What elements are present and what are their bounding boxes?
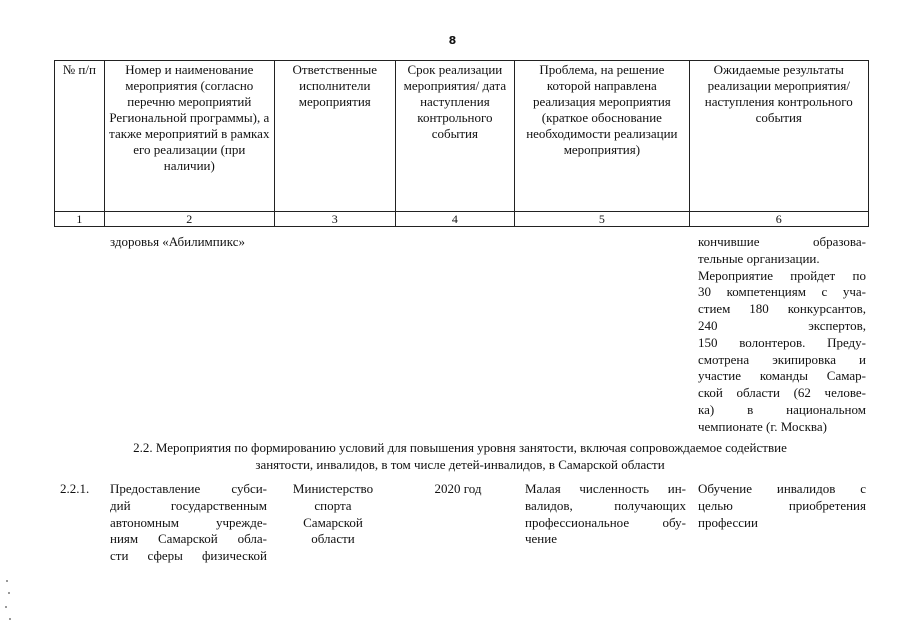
row-col4-text: 2020 год bbox=[434, 481, 482, 496]
continued-col6-line: ской области (62 челове- bbox=[698, 385, 866, 401]
table-header-row bbox=[55, 61, 869, 212]
row-col6-text bbox=[698, 481, 866, 531]
continued-col6-line: стием 180 конкурсантов, bbox=[698, 301, 866, 317]
table-header bbox=[54, 60, 869, 227]
row-col2-line: сти сферы физической bbox=[110, 548, 267, 564]
row-col3-text bbox=[275, 481, 391, 548]
page-number: 8 bbox=[448, 34, 457, 47]
col-number-4: 4 bbox=[395, 212, 515, 227]
row-col6-line: профессии bbox=[698, 514, 758, 530]
header-col-3: Ответственные исполнители мероприятия bbox=[274, 61, 395, 212]
row-col5-line: чение bbox=[525, 531, 557, 547]
col-number-6: 6 bbox=[689, 212, 868, 227]
col-number-5: 5 bbox=[515, 212, 689, 227]
row-col3-line: области bbox=[311, 531, 355, 547]
continued-col6-line: Мероприятие пройдет по bbox=[698, 267, 866, 283]
row-col3-line: Самарской bbox=[303, 514, 363, 530]
continued-col6-line: ка) в национальном bbox=[698, 401, 866, 417]
row-col3-line: Министерство bbox=[292, 481, 374, 496]
scan-specks bbox=[4, 578, 12, 628]
header-col-4: Срок реализации мероприятия/ дата наступления контрольного события bbox=[395, 61, 515, 212]
row-col2-line: автономным учрежде- bbox=[110, 514, 267, 530]
continued-col6-line: кончившие образова- bbox=[698, 234, 866, 249]
continued-col2-text: здоровья «Абилимпикс» bbox=[110, 234, 245, 249]
section-heading-2-2 bbox=[60, 439, 860, 473]
row-col5-text bbox=[525, 481, 686, 548]
row-col5-line: профессиональное обу- bbox=[525, 514, 686, 530]
row-col6-line: Обучение инвалидов с bbox=[698, 481, 866, 496]
row-col2-line: Предоставление субси- bbox=[110, 481, 267, 496]
continued-col6-line: 240 экспертов, bbox=[698, 317, 866, 333]
row-col5-line: Малая численность ин- bbox=[525, 481, 686, 496]
col-number-3: 3 bbox=[274, 212, 395, 227]
continued-col6-line: тельные организации. bbox=[698, 250, 820, 266]
row-col6-line: целью приобретения bbox=[698, 497, 866, 513]
col-number-2: 2 bbox=[104, 212, 274, 227]
section-heading-line-1: 2.2. Мероприятия по формированию условий для повышения уровня занятости, включая сопровождаемое содействие bbox=[133, 440, 787, 455]
continued-col6-line: 30 компетенциям с уча- bbox=[698, 284, 866, 300]
row-col2-line: ниям Самарской обла- bbox=[110, 531, 267, 547]
column-number-row bbox=[55, 212, 869, 227]
section-heading-line-2: занятости, инвалидов, в том числе детей-инвалидов, в Самарской области bbox=[255, 457, 665, 472]
continued-col6-line: участие команды Самар- bbox=[698, 368, 866, 384]
continued-col6-text bbox=[698, 234, 866, 436]
row-col2-text bbox=[110, 481, 267, 565]
continued-col6-line: смотрена экипировка и bbox=[698, 351, 866, 367]
row-col3-line: спорта bbox=[314, 497, 352, 513]
header-col-2: Номер и наименование мероприятия (согласно перечню мероприятий Региональной программы), а также мероприятий в рамках его реализации (при наличии) bbox=[104, 61, 274, 212]
continued-col6-line: чемпионате (г. Москва) bbox=[698, 418, 827, 434]
row-col5-line: валидов, получающих bbox=[525, 497, 686, 513]
col-number-1: 1 bbox=[55, 212, 105, 227]
header-col-5: Проблема, на решение которой направлена реализация мероприятия (краткое обоснование необходимости реализации мероприятия) bbox=[515, 61, 689, 212]
row-number: 2.2.1. bbox=[60, 481, 90, 496]
row-col2-line: дий государственным bbox=[110, 497, 267, 513]
header-col-1: № п/п bbox=[55, 61, 105, 212]
continued-col6-line: 150 волонтеров. Преду- bbox=[698, 334, 866, 350]
header-col-6: Ожидаемые результаты реализации мероприятия/ наступления контрольного события bbox=[689, 61, 868, 212]
